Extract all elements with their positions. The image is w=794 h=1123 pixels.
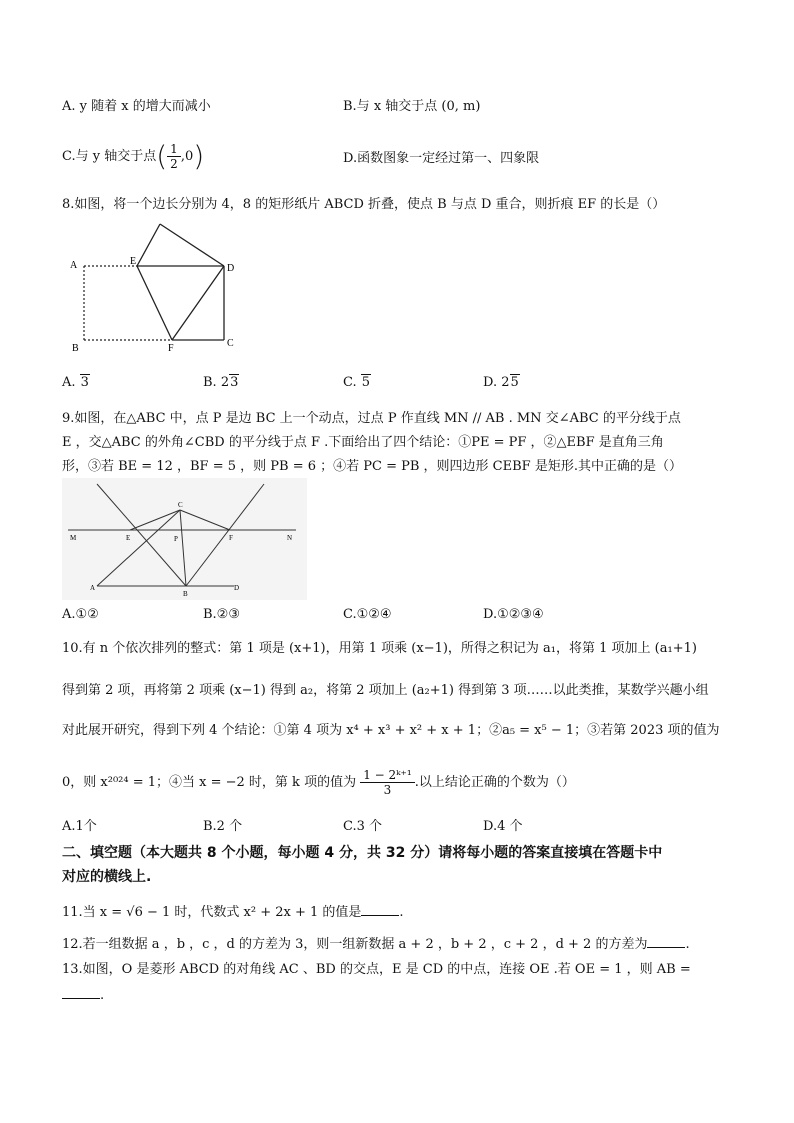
fraction-denominator: 2 <box>170 157 178 171</box>
q9-label-m: M <box>70 534 77 542</box>
q7-option-c <box>62 140 204 174</box>
q9-option-c: C.①②④ <box>343 607 392 622</box>
q8-label-f: F <box>168 343 174 354</box>
q10-line-2: 得到第 2 项，再将第 2 项乘 (x−1) 得到 a₂，将第 2 项加上 (a₂+1) 得到第 3 项……以此类推，某数学兴趣小组 <box>62 683 709 698</box>
q10-option-b: B.2 个 <box>203 819 243 834</box>
q8-label-e: E <box>130 256 137 267</box>
answer-blank <box>361 903 399 916</box>
left-paren: ( <box>156 139 168 173</box>
q10-option-a: A.1个 <box>62 819 97 834</box>
q7-option-a: A. y 随着 x 的增大而减小 <box>62 99 211 114</box>
q9-label-c: C <box>178 501 183 509</box>
q9-label-f: F <box>229 534 233 542</box>
q12 <box>62 935 690 954</box>
q7-option-c-fraction <box>167 142 181 171</box>
q11-tail: . <box>399 905 404 920</box>
q9-line-3: 形，③若 BE = 12 ，BF = 5 ，则 PB = 6 ；④若 PC = PB ，则四边形 CEBF 是矩形.其中正确的是（） <box>62 459 682 474</box>
sqrt-3: 3 <box>230 375 239 390</box>
q13-tail: . <box>100 988 105 1003</box>
q9-label-p: P <box>174 535 178 543</box>
q8-figure <box>62 218 252 358</box>
answer-blank <box>647 935 685 948</box>
q8-option-c: C. 5 <box>343 375 371 390</box>
q9-label-a: A <box>90 584 96 592</box>
q12-text: 12.若一组数据 a ，b ，c ，d 的方差为 3，则一组新数据 a + 2 ，b + 2 ，c + 2 ，d + 2 的方差为 <box>62 937 648 952</box>
q9-line-2: E ，交△ABC 的外角∠CBD 的平分线于点 F .下面给出了四个结论：①PE = PF ，②△EBF 是直角三角 <box>62 435 664 450</box>
q9-line-1: 9.如图，在△ABC 中，点 P 是边 BC 上一个动点，过点 P 作直线 MN // AB . MN 交∠ABC 的平分线于点 <box>62 411 681 426</box>
q10-fraction <box>360 768 414 797</box>
q9-label-n: N <box>287 534 293 542</box>
q10-line-4-pre: 0，则 x²⁰²⁴ = 1；④当 x = −2 时，第 k 项的值为 <box>62 775 357 790</box>
q12-tail: . <box>685 937 690 952</box>
q10-option-c: C.3 个 <box>343 819 383 834</box>
q7-option-c-tail: ,0 <box>180 149 194 164</box>
sqrt-5: 5 <box>510 375 519 390</box>
fraction-denominator: 3 <box>383 783 392 797</box>
q8-option-a: A. 3 <box>62 375 89 390</box>
q10-line-1: 10.有 n 个依次排列的整式：第 1 项是 (x+1)，用第 1 项乘 (x−1)，所得之积记为 a₁，将第 1 项加上 (a₁+1) <box>62 641 697 656</box>
right-paren: ) <box>193 139 205 173</box>
q13-line-2 <box>62 986 104 1005</box>
q7-option-c-text: C.与 y 轴交于点 <box>62 149 157 164</box>
q10-line-3: 对此展开研究，得到下列 4 个结论：①第 4 项为 x⁴ + x³ + x² + x + 1；②a₅ = x⁵ − 1；③若第 2023 项的值为 <box>62 723 720 738</box>
q10-line-4-post: .以上结论正确的个数为（） <box>414 775 575 790</box>
q11 <box>62 903 404 922</box>
q10-line-4 <box>62 766 575 800</box>
q9-figure <box>62 478 307 600</box>
q11-text: 11.当 x = √6 − 1 时，代数式 x² + 2x + 1 的值是 <box>62 905 362 920</box>
q9-label-b: B <box>183 590 188 598</box>
q7-option-b: B.与 x 轴交于点 (0, m) <box>343 99 481 114</box>
q8-label-c: C <box>227 338 234 349</box>
q9-option-b: B.②③ <box>203 607 240 622</box>
q8-label-b: B <box>72 343 79 354</box>
q8-label-a: A <box>70 260 78 271</box>
fraction-numerator: 1 <box>167 142 181 157</box>
answer-blank <box>62 986 100 999</box>
sqrt-5: 5 <box>361 375 371 390</box>
section-2-heading-line-1: 二、填空题（本大题共 8 个小题，每小题 4 分，共 32 分）请将每小题的答案直接填在答题卡中 <box>62 845 663 861</box>
q8-option-b: B. 23 <box>203 375 239 390</box>
section-2-heading-line-2: 对应的横线上. <box>62 869 152 885</box>
q9-label-e: E <box>126 534 131 542</box>
q8-stem: 8.如图，将一个边长分别为 4，8 的矩形纸片 ABCD 折叠，使点 B 与点 D 重合，则折痕 EF 的长是（） <box>62 197 666 212</box>
q9-option-a: A.①② <box>62 607 99 622</box>
q7-option-d: D.函数图象一定经过第一、四象限 <box>343 151 540 166</box>
q9-label-d: D <box>234 584 240 592</box>
q8-option-d: D. 25 <box>483 375 519 390</box>
sqrt-3: 3 <box>80 375 89 390</box>
q9-option-d: D.①②③④ <box>483 607 544 622</box>
fraction-numerator: 1 − 2ᵏ⁺¹ <box>360 768 414 783</box>
q8-label-d: D <box>227 263 235 274</box>
q13-line-1: 13.如图，O 是菱形 ABCD 的对角线 AC 、BD 的交点，E 是 CD 的中点，连接 OE .若 OE = 1 ，则 AB = <box>62 962 691 977</box>
q10-option-d: D.4 个 <box>483 819 523 834</box>
